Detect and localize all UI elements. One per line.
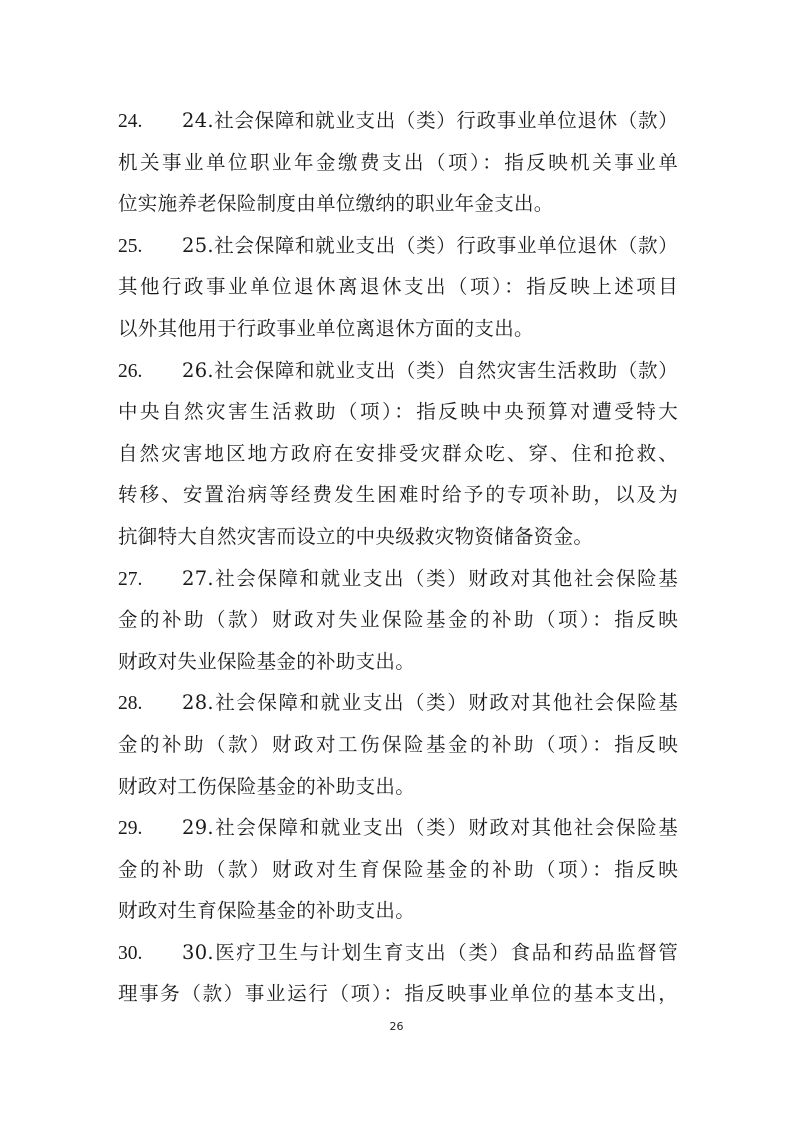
entry-30-number: 30. (118, 942, 143, 964)
entry-25-line-3: 以外其他用于行政事业单位离退休方面的支出。 (118, 316, 534, 340)
entry-26-text-1: 26.社会保障和就业支出（类）自然灾害生活救助（款） (182, 358, 678, 382)
entry-28-line-2: 金的补助（款）财政对工伤保险基金的补助（项）：指反映 (118, 732, 678, 756)
entry-27-line-1 (118, 558, 678, 600)
entry-25-line-1 (118, 225, 678, 267)
entry-26-line-4: 转移、安置治病等经费发生困难时给予的专项补助，以及为 (118, 483, 678, 507)
entry-30-line-1 (118, 932, 678, 974)
entry-27-text-1: 27.社会保障和就业支出（类）财政对其他社会保险基 (182, 566, 678, 590)
entry-30-line-2: 理事务（款）事业运行（项）：指反映事业单位的基本支出， (118, 982, 678, 1006)
entry-27-line-3: 财政对失业保险基金的补助支出。 (118, 649, 416, 673)
entry-25-number: 25. (118, 235, 143, 257)
entry-24-line-1 (118, 100, 678, 142)
entry-30-text-1: 30.医疗卫生与计划生育支出（类）食品和药品监督管 (182, 940, 678, 964)
entry-28-text-1: 28.社会保障和就业支出（类）财政对其他社会保险基 (182, 691, 678, 715)
entry-25-text-1: 25.社会保障和就业支出（类）行政事业单位退休（款） (182, 233, 678, 257)
entry-24-line-2: 机关事业单位职业年金缴费支出（项）：指反映机关事业单 (118, 150, 678, 174)
entry-26-line-5: 抗御特大自然灾害而设立的中央级救灾物资储备资金。 (118, 524, 594, 548)
entry-24-text-1: 24.社会保障和就业支出（类）行政事业单位退休（款） (182, 109, 678, 132)
entry-28-line-3: 财政对工伤保险基金的补助支出。 (118, 774, 416, 798)
entry-27-number: 27. (118, 568, 143, 590)
document-body (118, 100, 678, 1015)
entry-27-line-2: 金的补助（款）财政对失业保险基金的补助（项）：指反映 (118, 608, 678, 632)
entry-24-line-3: 位实施养老保险制度由单位缴纳的职业年金支出。 (118, 192, 554, 216)
entry-29-line-2: 金的补助（款）财政对生育保险基金的补助（项）：指反映 (118, 857, 678, 881)
entry-26-line-3: 自然灾害地区地方政府在安排受灾群众吃、穿、住和抢救、 (118, 441, 678, 465)
entry-24-number: 24. (118, 111, 143, 132)
entry-28-line-1 (118, 682, 678, 724)
entry-29-line-1 (118, 807, 678, 849)
entry-26-number: 26. (118, 360, 143, 382)
page-number: 26 (389, 1020, 404, 1033)
entry-25-line-2: 其他行政事业单位退休离退休支出（项）：指反映上述项目 (118, 275, 678, 299)
entry-29-text-1: 29.社会保障和就业支出（类）财政对其他社会保险基 (182, 816, 678, 840)
entry-29-number: 29. (118, 818, 143, 840)
entry-29-line-3: 财政对生育保险基金的补助支出。 (118, 899, 416, 923)
entry-28-number: 28. (118, 693, 143, 715)
entry-26-line-1 (118, 350, 678, 392)
entry-26-line-2: 中央自然灾害生活救助（项）：指反映中央预算对遭受特大 (118, 400, 678, 424)
